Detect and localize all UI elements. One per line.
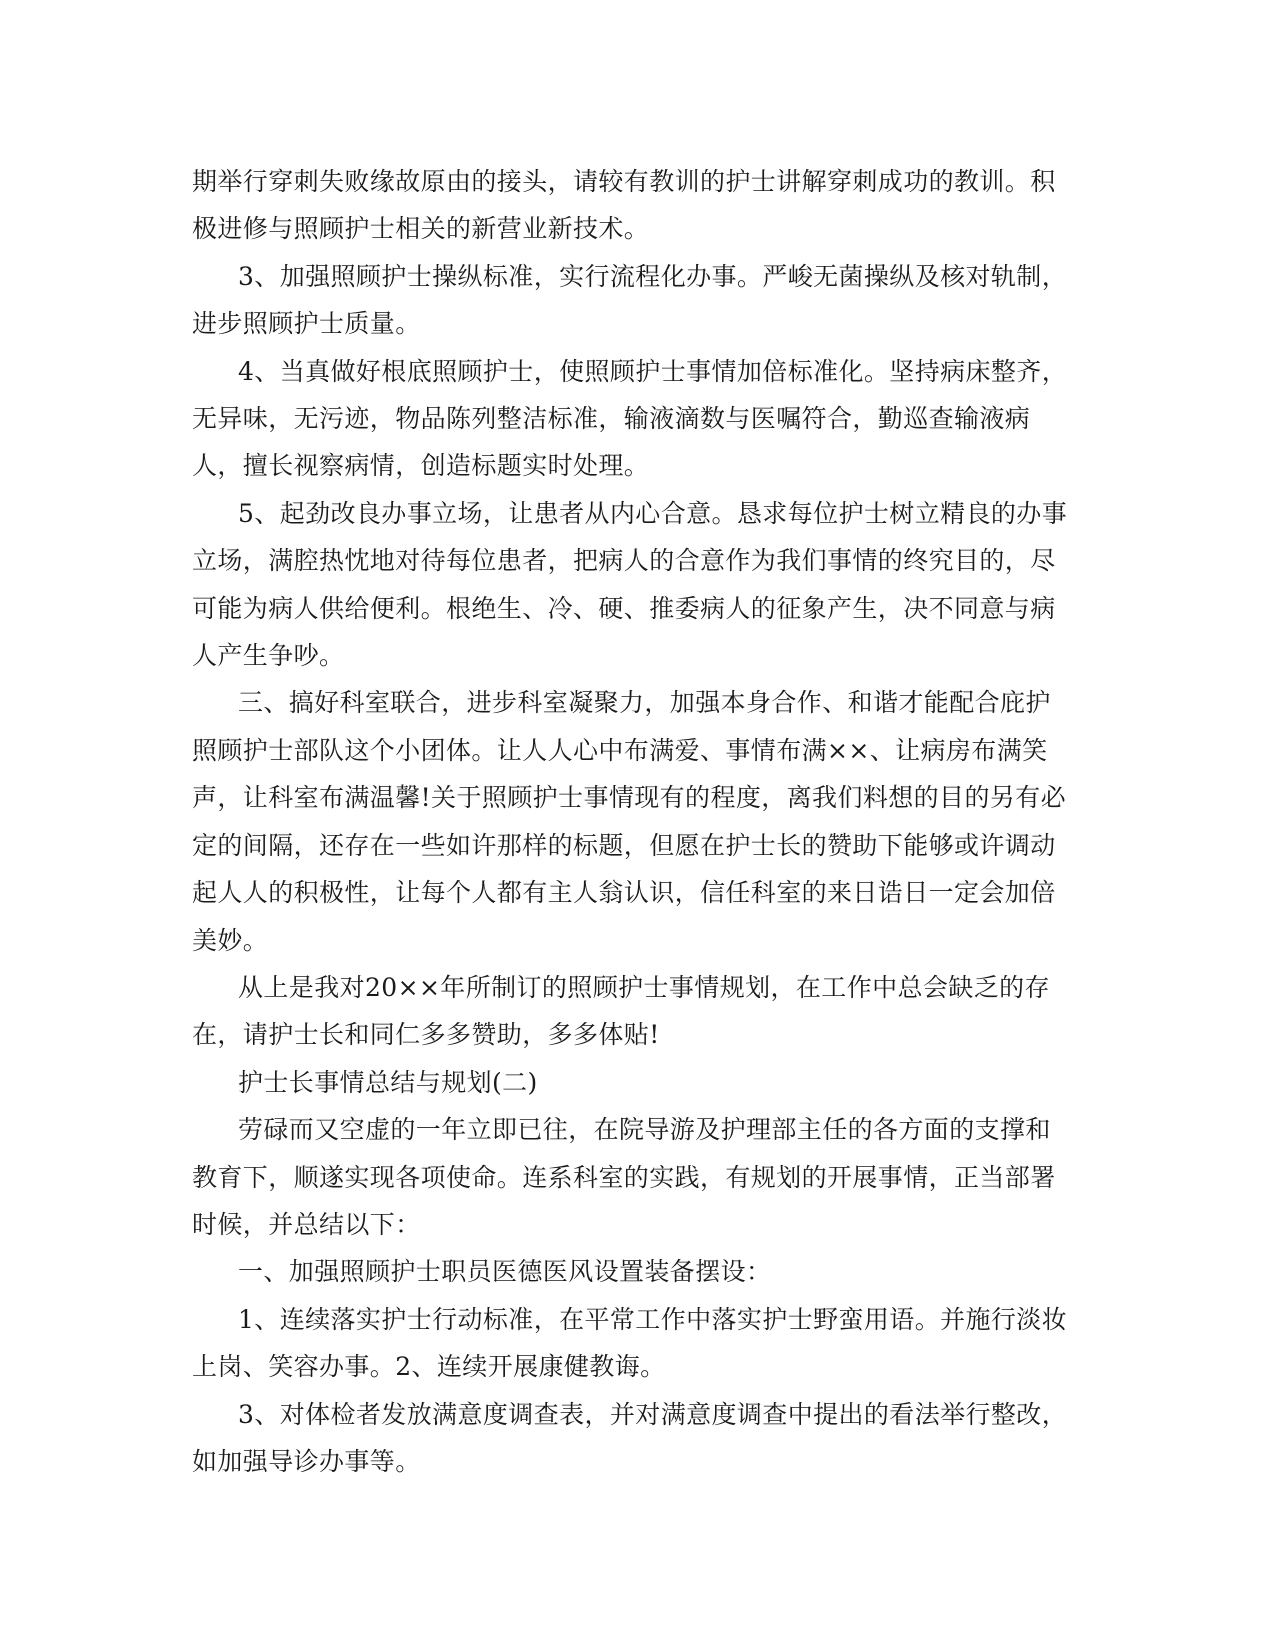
- paragraph: 5、起劲改良办事立场，让患者从内心合意。恳求每位护士树立精良的办事立场，满腔热忱地对待每位患者，把病人的合意作为我们事情的终究目的，尽可能为病人供给便利。根绝生、冷、硬、推委病人的征象产生，决不同意与病人产生争吵。: [192, 498, 1068, 671]
- section-heading: 护士长事情总结与规划(二): [238, 1067, 538, 1097]
- subsection-heading: 一、加强照顾护士职员医德医风设置装备摆设：: [238, 1257, 772, 1287]
- paragraph: 三、搞好科室联合，进步科室凝聚力，加强本身合作、和谐才能配合庇护照顾护士部队这个小团体。让人人心中布满爱、事情布满××、让病房布满笑声，让科室布满温馨!关于照顾护士事情现有的程度，离我们料想的目的另有必定的间隔，还存在一些如许那样的标题，但愿在护士长的赞助下能够或许调动起人人的积极性，让每个人都有主人翁认识，信任科室的来日诰日一定会加倍美妙。: [192, 688, 1067, 955]
- paragraph: 4、当真做好根底照顾护士，使照顾护士事情加倍标准化。坚持病床整齐，无异味，无污迹，物品陈列整洁标准，输液滴数与医嘱符合，勤巡查输液病人，擅长视察病情，创造标题实时处理。: [192, 356, 1068, 481]
- paragraph: 1、连续落实护士行动标准，在平常工作中落实护士野蛮用语。并施行淡妆上岗、笑容办事。2、连续开展康健教诲。: [192, 1304, 1068, 1382]
- paragraph: 从上是我对20××年所制订的照顾护士事情规划，在工作中总会缺乏的存在，请护士长和同仁多多赞助，多多体贴!: [192, 972, 1050, 1050]
- paragraph: 3、对体检者发放满意度调查表，并对满意度调查中提出的看法举行整改，如加强导诊办事等。: [192, 1399, 1068, 1476]
- document-body: [192, 158, 1072, 1485]
- paragraph: 期举行穿刺失败缘故原由的接头，请较有教训的护士讲解穿刺成功的教训。积极进修与照顾护士相关的新营业新技术。: [192, 167, 1056, 244]
- paragraph: 3、加强照顾护士操纵标准，实行流程化办事。严峻无菌操纵及核对轨制，进步照顾护士质量。: [192, 261, 1068, 339]
- paragraph: 劳碌而又空虚的一年立即已往，在院导游及护理部主任的各方面的支撑和教育下，顺遂实现各项使命。连系科室的实践，有规划的开展事情，正当部署时候，并总结以下：: [192, 1115, 1056, 1239]
